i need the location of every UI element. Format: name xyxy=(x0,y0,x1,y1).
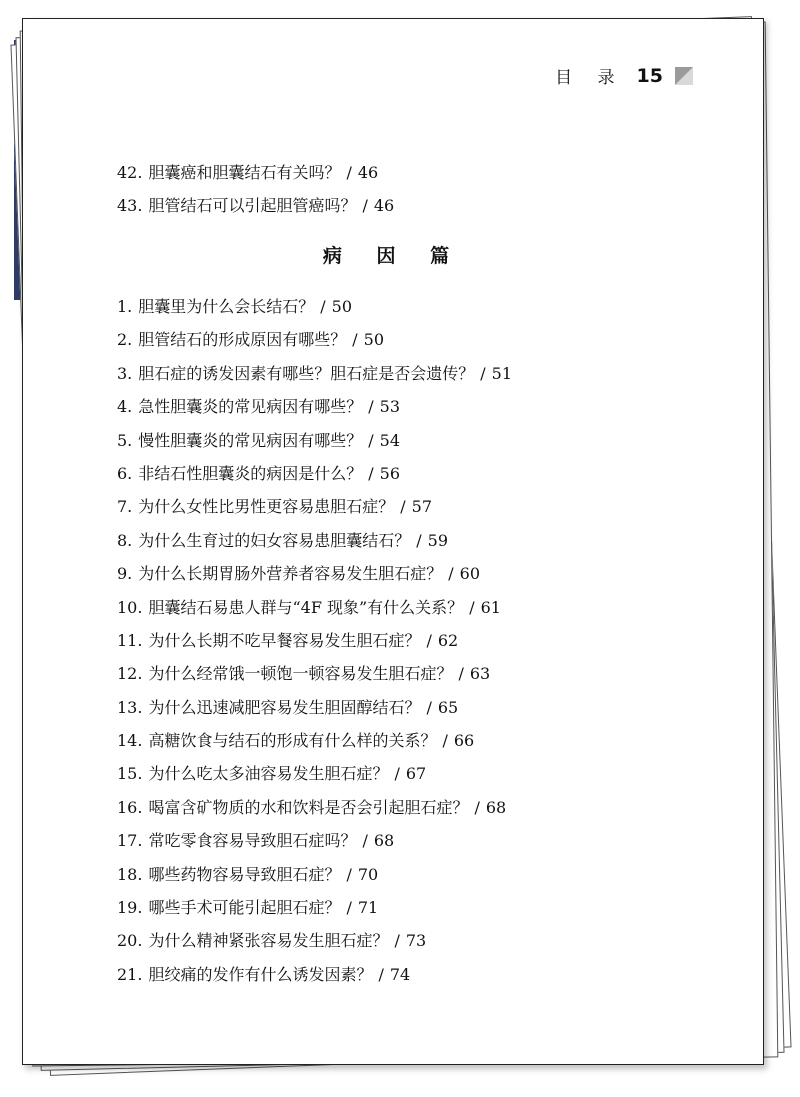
entry-number: 2. xyxy=(117,330,133,350)
toc-entry[interactable] xyxy=(117,357,512,390)
entry-page-number: 71 xyxy=(357,898,379,918)
entry-title: 胆囊里为什么会长结石？ xyxy=(138,297,315,316)
entry-number: 43. xyxy=(117,196,143,216)
entry-separator: / xyxy=(442,731,448,751)
entry-title: 胆囊癌和胆囊结石有关吗？ xyxy=(148,163,341,182)
entry-title: 常吃零食容易导致胆石症吗？ xyxy=(148,831,357,851)
toc-entry[interactable] xyxy=(117,323,512,356)
entry-separator: / xyxy=(426,697,432,717)
entry-separator: / xyxy=(448,564,454,584)
entry-number: 11. xyxy=(117,630,143,650)
entry-page-number: 62 xyxy=(437,630,459,650)
entry-number: 20. xyxy=(117,931,143,951)
entry-page-number: 50 xyxy=(331,297,353,316)
entry-separator: / xyxy=(458,664,464,684)
entry-title: 哪些手术可能引起胆石症？ xyxy=(148,898,341,918)
corner-mark-icon xyxy=(675,67,693,85)
toc-entry[interactable] xyxy=(117,924,512,957)
running-header xyxy=(555,63,693,88)
entry-title: 为什么女性比男性更容易患胆石症？ xyxy=(138,497,395,517)
entry-title: 胆管结石的形成原因有哪些？ xyxy=(138,330,347,350)
toc-entry[interactable] xyxy=(117,156,394,189)
entry-number: 42. xyxy=(117,163,143,182)
entry-separator: / xyxy=(368,430,374,450)
entry-title: 胆绞痛的发作有什么诱发因素？ xyxy=(148,964,373,984)
entry-separator: / xyxy=(469,597,475,617)
entry-page-number: 73 xyxy=(405,931,427,951)
entry-page-number: 70 xyxy=(357,864,379,884)
entry-separator: / xyxy=(378,964,384,984)
entry-title: 慢性胆囊炎的常见病因有哪些？ xyxy=(138,430,363,450)
entry-separator: / xyxy=(320,297,326,316)
entry-separator: / xyxy=(362,831,368,851)
document-page xyxy=(22,18,764,1065)
entry-title: 为什么迅速减肥容易发生胆固醇结石？ xyxy=(148,697,421,717)
entry-number: 16. xyxy=(117,797,143,817)
entry-number: 5. xyxy=(117,430,133,450)
entry-page-number: 57 xyxy=(411,497,433,517)
entry-title: 为什么长期不吃早餐容易发生胆石症？ xyxy=(148,630,421,650)
toc-entry[interactable] xyxy=(117,490,512,523)
entry-title: 为什么精神紧张容易发生胆石症？ xyxy=(148,931,389,951)
toc-entry[interactable] xyxy=(117,691,512,724)
entry-title: 非结石性胆囊炎的病因是什么？ xyxy=(138,463,363,483)
entry-separator: / xyxy=(416,530,422,550)
entry-page-number: 63 xyxy=(469,664,491,684)
entry-number: 1. xyxy=(117,297,133,316)
entry-number: 9. xyxy=(117,564,133,584)
toc-entry[interactable] xyxy=(117,524,512,557)
entry-title: 胆囊结石易患人群与“4F 现象”有什么关系？ xyxy=(148,597,464,617)
entry-number: 13. xyxy=(117,697,143,717)
toc-list xyxy=(117,290,512,991)
entry-title: 高糖饮食与结石的形成有什么样的关系？ xyxy=(148,731,437,751)
entry-separator: / xyxy=(474,797,480,817)
entry-number: 4. xyxy=(117,397,133,417)
entry-title: 为什么经常饿一顿饱一顿容易发生胆石症？ xyxy=(148,664,453,684)
entry-separator: / xyxy=(352,330,358,350)
toc-entry[interactable] xyxy=(117,457,512,490)
entry-page-number: 66 xyxy=(453,731,475,751)
entry-page-number: 54 xyxy=(379,430,401,450)
entry-page-number: 60 xyxy=(459,564,481,584)
toc-entry[interactable] xyxy=(117,657,512,690)
entry-separator: / xyxy=(346,898,352,918)
header-title: 目 录 xyxy=(555,68,625,88)
entry-separator: / xyxy=(362,196,368,216)
entry-number: 10. xyxy=(117,597,143,617)
entry-page-number: 68 xyxy=(373,831,395,851)
entry-separator: / xyxy=(368,397,374,417)
toc-entry[interactable] xyxy=(117,724,512,757)
entry-page-number: 56 xyxy=(379,463,401,483)
entry-number: 8. xyxy=(117,530,133,550)
toc-entry[interactable] xyxy=(117,824,512,857)
entry-number: 12. xyxy=(117,664,143,684)
toc-entry[interactable] xyxy=(117,791,512,824)
entry-number: 6. xyxy=(117,463,133,483)
entry-number: 14. xyxy=(117,731,143,751)
entry-separator: / xyxy=(480,363,486,383)
entry-number: 3. xyxy=(117,363,133,383)
entry-number: 18. xyxy=(117,864,143,884)
entry-title: 为什么吃太多油容易发生胆石症？ xyxy=(148,764,389,784)
entry-separator: / xyxy=(346,864,352,884)
entry-number: 17. xyxy=(117,831,143,851)
entry-page-number: 61 xyxy=(480,597,501,617)
entry-number: 15. xyxy=(117,764,143,784)
entry-title: 急性胆囊炎的常见病因有哪些？ xyxy=(138,397,363,417)
entry-title: 胆石症的诱发因素有哪些？胆石症是否会遗传？ xyxy=(138,363,475,383)
entry-separator: / xyxy=(394,931,400,951)
entry-page-number: 68 xyxy=(485,797,507,817)
entry-page-number: 53 xyxy=(379,397,401,417)
entry-number: 7. xyxy=(117,497,133,517)
entry-page-number: 67 xyxy=(405,764,427,784)
entry-separator: / xyxy=(346,163,352,182)
toc-entry[interactable] xyxy=(117,757,512,790)
entry-separator: / xyxy=(394,764,400,784)
entry-page-number: 65 xyxy=(437,697,459,717)
toc-entry[interactable] xyxy=(117,290,512,323)
toc-entry[interactable] xyxy=(117,189,394,222)
page-number: 15 xyxy=(636,64,663,87)
entry-title: 喝富含矿物质的水和饮料是否会引起胆石症？ xyxy=(148,797,469,817)
entry-title: 哪些药物容易导致胆石症？ xyxy=(148,864,341,884)
entry-page-number: 51 xyxy=(491,363,513,383)
entry-separator: / xyxy=(400,497,406,517)
entry-separator: / xyxy=(426,630,432,650)
toc-entry[interactable] xyxy=(117,591,512,624)
toc-entry[interactable] xyxy=(117,390,512,423)
toc-entry[interactable] xyxy=(117,891,512,924)
entry-page-number: 74 xyxy=(389,964,411,984)
entry-title: 为什么长期胃肠外营养者容易发生胆石症？ xyxy=(138,564,443,584)
toc-entry[interactable] xyxy=(117,424,512,457)
toc-entry[interactable] xyxy=(117,958,512,991)
entry-title: 为什么生育过的妇女容易患胆囊结石？ xyxy=(138,530,411,550)
section-title: 病 因 篇 xyxy=(322,245,464,267)
entry-page-number: 46 xyxy=(373,196,395,216)
toc-entry[interactable] xyxy=(117,557,512,590)
entry-page-number: 59 xyxy=(427,530,449,550)
entry-page-number: 50 xyxy=(363,330,385,350)
toc-entry[interactable] xyxy=(117,858,512,891)
entry-page-number: 46 xyxy=(357,163,379,182)
entry-number: 21. xyxy=(117,964,143,984)
toc-entry[interactable] xyxy=(117,624,512,657)
toc-previous-section xyxy=(117,156,394,223)
entry-title: 胆管结石可以引起胆管癌吗？ xyxy=(148,196,357,216)
entry-number: 19. xyxy=(117,898,143,918)
entry-separator: / xyxy=(368,463,374,483)
